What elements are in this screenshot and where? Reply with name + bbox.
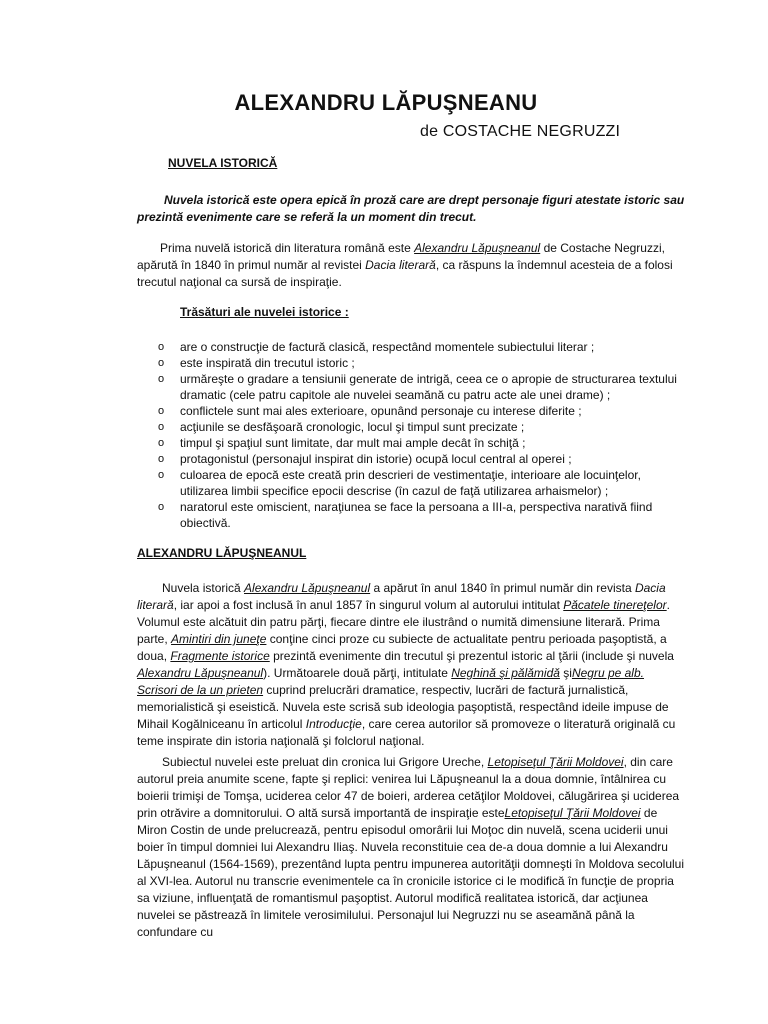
document-title: ALEXANDRU LĂPUŞNEANU <box>234 90 538 115</box>
text: Subiectul nuvelei este preluat din cronica lui Grigore Ureche, <box>162 755 488 769</box>
list-item <box>137 355 685 371</box>
text: cuprind prelucrări dramatice, respectiv, lucrări de factură jurnalistică, memorialistică şi eseistică. Nuvela este scrisă sub ideologia paşoptistă, respectând ideile impuse de Mihail Kogălniceanu în articolul <box>137 683 669 731</box>
body-paragraph-2 <box>137 754 685 941</box>
definition-paragraph: Nuvela istorică este opera epică în proză care are drept personaje figuri atestate istoric sau prezintă evenimente care se referă la un moment din trecut. <box>137 193 685 224</box>
list-item-text: urmăreşte o gradare a tensiunii generate de intrigă, ceea ce o apropie de structurarea textului dramatic (cele patru capitole ale nuvelei seamănă cu patru acte ale unei drame) ; <box>180 372 677 402</box>
list-item <box>137 419 685 435</box>
list-item <box>137 467 685 499</box>
section-heading-alexandru-lapusneanul: ALEXANDRU LĂPUŞNEANUL <box>137 546 307 560</box>
text: ). Următoarele două părţi, intitulate <box>263 666 452 680</box>
journal-title: Dacia literară <box>137 581 666 612</box>
bullet-icon: o <box>158 501 165 513</box>
work-title: Negru pe alb. Scrisori de la un prieten <box>137 666 644 697</box>
work-title: Alexandru Lăpuşneanul <box>137 666 264 680</box>
text: şi <box>559 666 572 680</box>
list-item-text: protagonistul (personajul inspirat din istorie) ocupă locul central al operei ; <box>180 452 572 466</box>
work-title: Fragmente istorice <box>170 649 270 663</box>
list-item-text: are o construcţie de factură clasică, respectând momentele subiectului literar ; <box>180 340 595 354</box>
intro-text: Prima nuvelă istorică din literatura română este <box>160 241 415 255</box>
bullet-icon: o <box>158 373 165 385</box>
journal-title: Dacia literară <box>365 258 436 272</box>
list-item <box>137 499 685 531</box>
text: , iar apoi a fost inclusă în anul 1857 în singurul volum al autorului intitulat <box>173 598 564 612</box>
text: a apărut în anul 1840 în primul număr din revista <box>370 581 635 595</box>
bullet-icon: o <box>158 357 165 369</box>
text: prezintă evenimente din trecutul şi prezentul istoric al ţării (include şi nuvela <box>269 649 674 663</box>
list-item-text: conflictele sunt mai ales exterioare, opunând personaje cu interese diferite ; <box>180 404 582 418</box>
list-item <box>137 371 685 403</box>
list-item <box>137 403 685 419</box>
work-title: Letopiseţul Ţării Moldovei <box>504 806 641 820</box>
list-item-text: naratorul este omiscient, naraţiunea se face la persoana a III-a, perspectiva narativă fiind obiectivă. <box>180 500 653 530</box>
bullet-icon: o <box>158 469 165 481</box>
bullet-icon: o <box>158 341 165 353</box>
work-title: Amintiri din juneţe <box>171 632 267 646</box>
bullet-icon: o <box>158 405 165 417</box>
text: . Volumul este alcătuit din patru părţi, fiecare dintre ele ilustrând o numită dimensiune literară. Prima parte, <box>137 598 670 646</box>
list-item-text: este inspirată din trecutul istoric ; <box>180 356 355 370</box>
list-item-text: acţiunile se desfăşoară cronologic, locul şi timpul sunt precizate ; <box>180 420 525 434</box>
list-item-text: culoarea de epocă este creată prin descrieri de vestimentaţie, interioare ale locuinţelor, utilizarea limbii specifice epocii descrise (în cazul de faţă utilizarea arhaismelor) ; <box>180 468 641 498</box>
list-item <box>137 339 685 355</box>
text: de Miron Costin de unde prelucrează, pentru episodul omorârii lui Moţoc din nuvelă, scena uciderii unui boier în timpul domniei lui Alexandru Iliaş. Nuvela reconstituie cea de-a doua domnie a lui Alexandru Lăpuşneanul (1564-1569), prezentând lupta pentru impunerea autorităţii domneşti în Moldova secolului al XVI-lea. Autorul nu transcrie evenimentele ca în cronicile istorice ci le modifică în funcţie de propria sa viziune, influenţată de romantismul paşoptist. Autorul modifică realitatea istorică, dar acţiunea nuvelei se păstrează în limitele verosimilului. Personajul lui Negruzzi nu se aseamănă până la confundare cu <box>137 806 685 939</box>
work-title: Alexandru Lăpuşneanul <box>244 581 371 595</box>
list-item-text: timpul şi spaţiul sunt limitate, dar mult mai ample decât în schiţă ; <box>180 436 526 450</box>
bullet-icon: o <box>158 453 165 465</box>
work-title: Neghină şi pălămidă <box>451 666 560 680</box>
text: , din care autorul preia anumite scene, fapte şi replici: venirea lui Lăpuşneanul la a doua domnie, întâlnirea cu boierii trimişi de Tomşa, uciderea celor 47 de boieri, arderea cetăţilor Moldovei, călugărirea şi uciderea prin otrăvire a domnitorului. O altă sursă importantă de inspiraţie este <box>137 755 680 820</box>
bullet-icon: o <box>158 437 165 449</box>
intro-paragraph <box>137 240 685 291</box>
article-title: Introducţie <box>305 717 362 731</box>
document-subtitle: de COSTACHE NEGRUZZI <box>420 123 621 140</box>
bullet-icon: o <box>158 421 165 433</box>
list-item <box>137 435 685 451</box>
traits-list <box>137 339 685 531</box>
intro-text: de Costache Negruzzi, apărută în 1840 în primul număr al revistei <box>137 241 665 272</box>
text: , care cerea autorilor să promoveze o literatură originală cu teme inspirate din istoria naţională şi folclorul naţional. <box>137 717 676 748</box>
traits-heading: Trăsături ale nuvelei istorice : <box>180 305 349 319</box>
intro-text: , ca răspuns la îndemnul acesteia de a folosi trecutul naţional ca sursă de inspiraţie. <box>137 258 673 289</box>
section-heading-nuvela-istorica: NUVELA ISTORICĂ <box>168 156 278 170</box>
body-paragraph-1 <box>137 580 685 750</box>
list-item <box>137 451 685 467</box>
text: conţine cinci proze cu subiecte de actualitate pentru perioada paşoptistă, a doua, <box>137 632 667 663</box>
work-title: Păcatele tinereţelor <box>563 598 667 612</box>
work-title: Alexandru Lăpuşneanul <box>414 241 541 255</box>
text: Nuvela istorică <box>162 581 245 595</box>
work-title: Letopiseţul Ţării Moldovei <box>487 755 624 769</box>
